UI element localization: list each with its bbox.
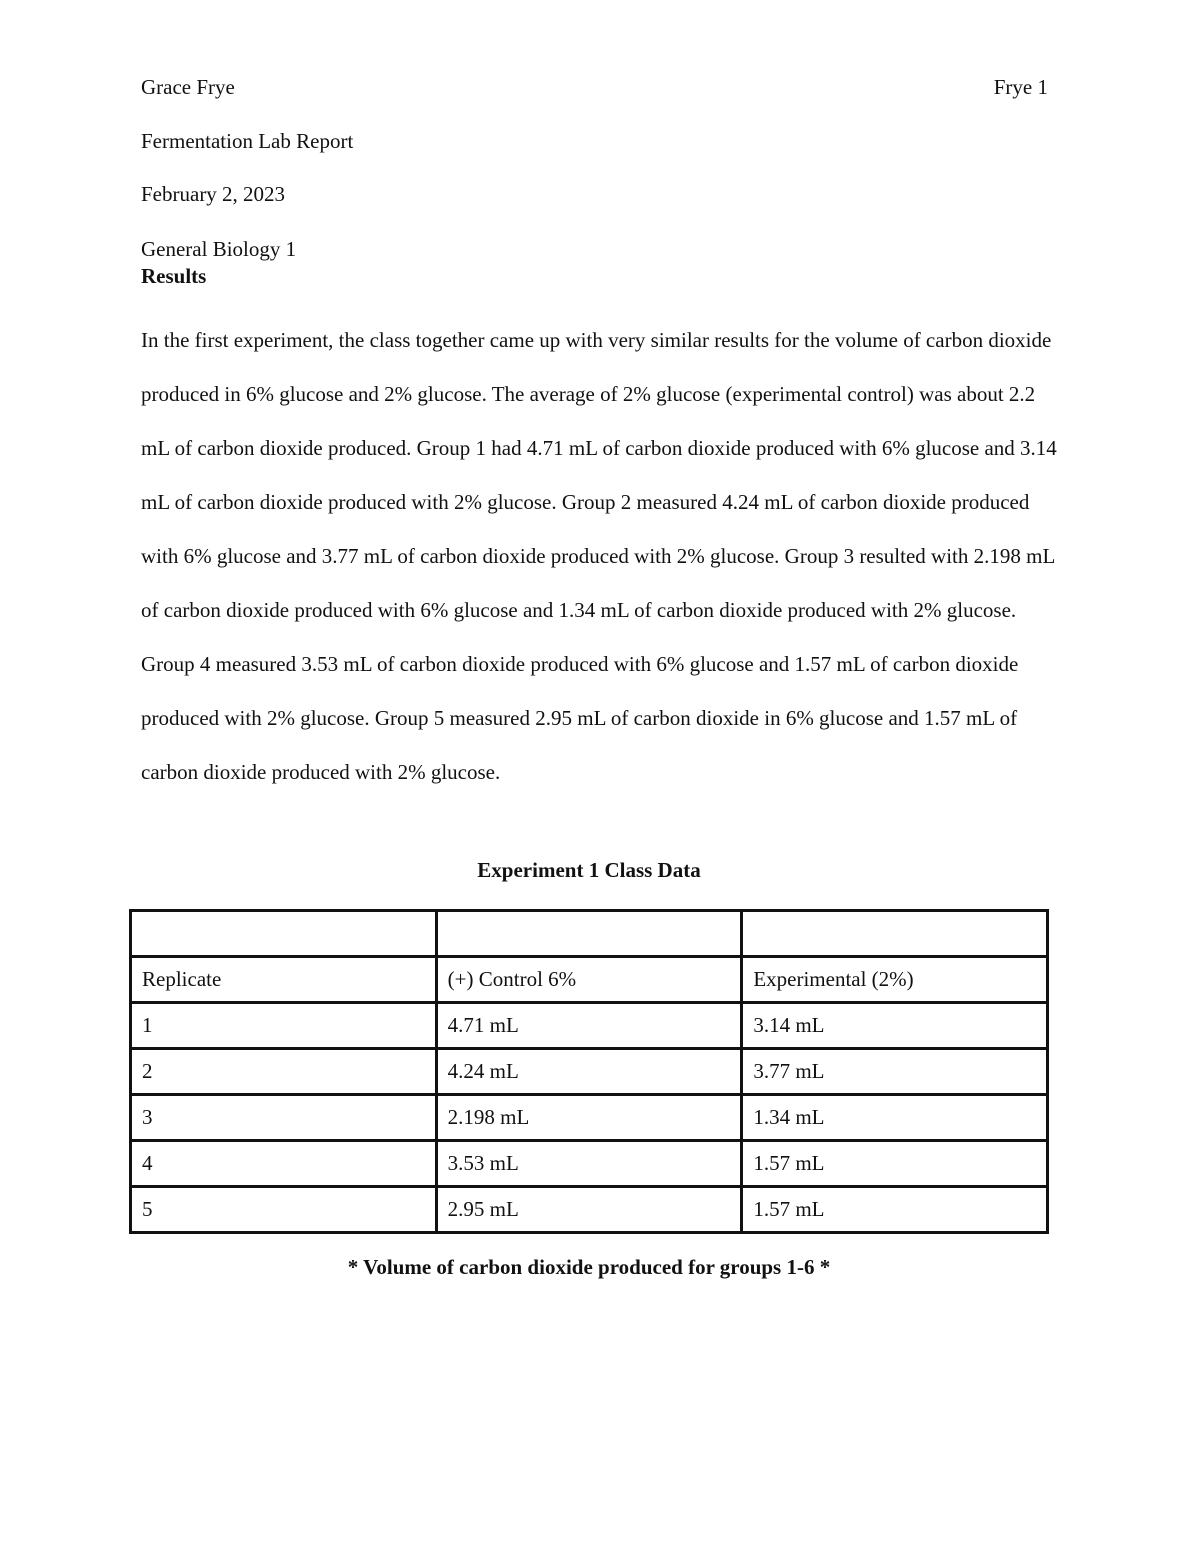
course-name: General Biology 1 <box>141 237 297 261</box>
table-caption: * Volume of carbon dioxide produced for groups 1-6 * <box>347 1255 831 1279</box>
table-cell: 2 <box>131 1049 437 1095</box>
table-row <box>131 1049 1048 1095</box>
table-row <box>131 1141 1048 1187</box>
table-cell: 1.57 mL <box>742 1187 1048 1233</box>
table-cell: 5 <box>131 1187 437 1233</box>
report-date: February 2, 2023 <box>141 182 286 206</box>
results-paragraph: In the first experiment, the class together came up with very similar results for the volume of carbon dioxide produced in 6% glucose and 2% glucose. The average of 2% glucose (experimental control) was about 2.2 mL of carbon dioxide produced. Group 1 had 4.71 mL of carbon dioxide produced with 6% glucose and 3.14 mL of carbon dioxide produced with 2% glucose. Group 2 measured 4.24 mL of carbon dioxide produced with 6% glucose and 3.77 mL of carbon dioxide produced with 2% glucose. Group 3 resulted with 2.198 mL of carbon dioxide produced with 6% glucose and 1.34 mL of carbon dioxide produced with 2% glucose. Group 4 measured 3.53 mL of carbon dioxide produced with 6% glucose and 1.57 mL of carbon dioxide produced with 2% glucose. Group 5 measured 2.95 mL of carbon dioxide in 6% glucose and 1.57 mL of carbon dioxide produced with 2% glucose. <box>141 328 1057 784</box>
table-row <box>131 1095 1048 1141</box>
table-cell: 4.24 mL <box>436 1049 742 1095</box>
table-cell: 4.71 mL <box>436 1003 742 1049</box>
table-cell: 1 <box>131 1003 437 1049</box>
table-cell: 3.14 mL <box>742 1003 1048 1049</box>
column-header-replicate: Replicate <box>131 957 437 1003</box>
table-cell: 2.95 mL <box>436 1187 742 1233</box>
table-blank-row <box>131 911 1048 957</box>
table-cell <box>131 911 437 957</box>
table-cell: 2.198 mL <box>436 1095 742 1141</box>
page-number: Frye 1 <box>993 75 1048 99</box>
table-header-row <box>131 957 1048 1003</box>
column-header-control: (+) Control 6% <box>436 957 742 1003</box>
table-cell <box>742 911 1048 957</box>
table-cell: 1.57 mL <box>742 1141 1048 1187</box>
table-cell: 3 <box>131 1095 437 1141</box>
table-cell: 1.34 mL <box>742 1095 1048 1141</box>
table-cell: 3.53 mL <box>436 1141 742 1187</box>
results-heading: Results <box>141 264 207 288</box>
author-name: Grace Frye <box>141 75 235 99</box>
table-row <box>131 1187 1048 1233</box>
table-row <box>131 1003 1048 1049</box>
table-cell: 4 <box>131 1141 437 1187</box>
report-title: Fermentation Lab Report <box>141 129 354 153</box>
table-cell: 3.77 mL <box>742 1049 1048 1095</box>
column-header-experimental: Experimental (2%) <box>742 957 1048 1003</box>
class-data-table <box>129 909 1049 1234</box>
table-title: Experiment 1 Class Data <box>477 858 701 882</box>
table-cell <box>436 911 742 957</box>
